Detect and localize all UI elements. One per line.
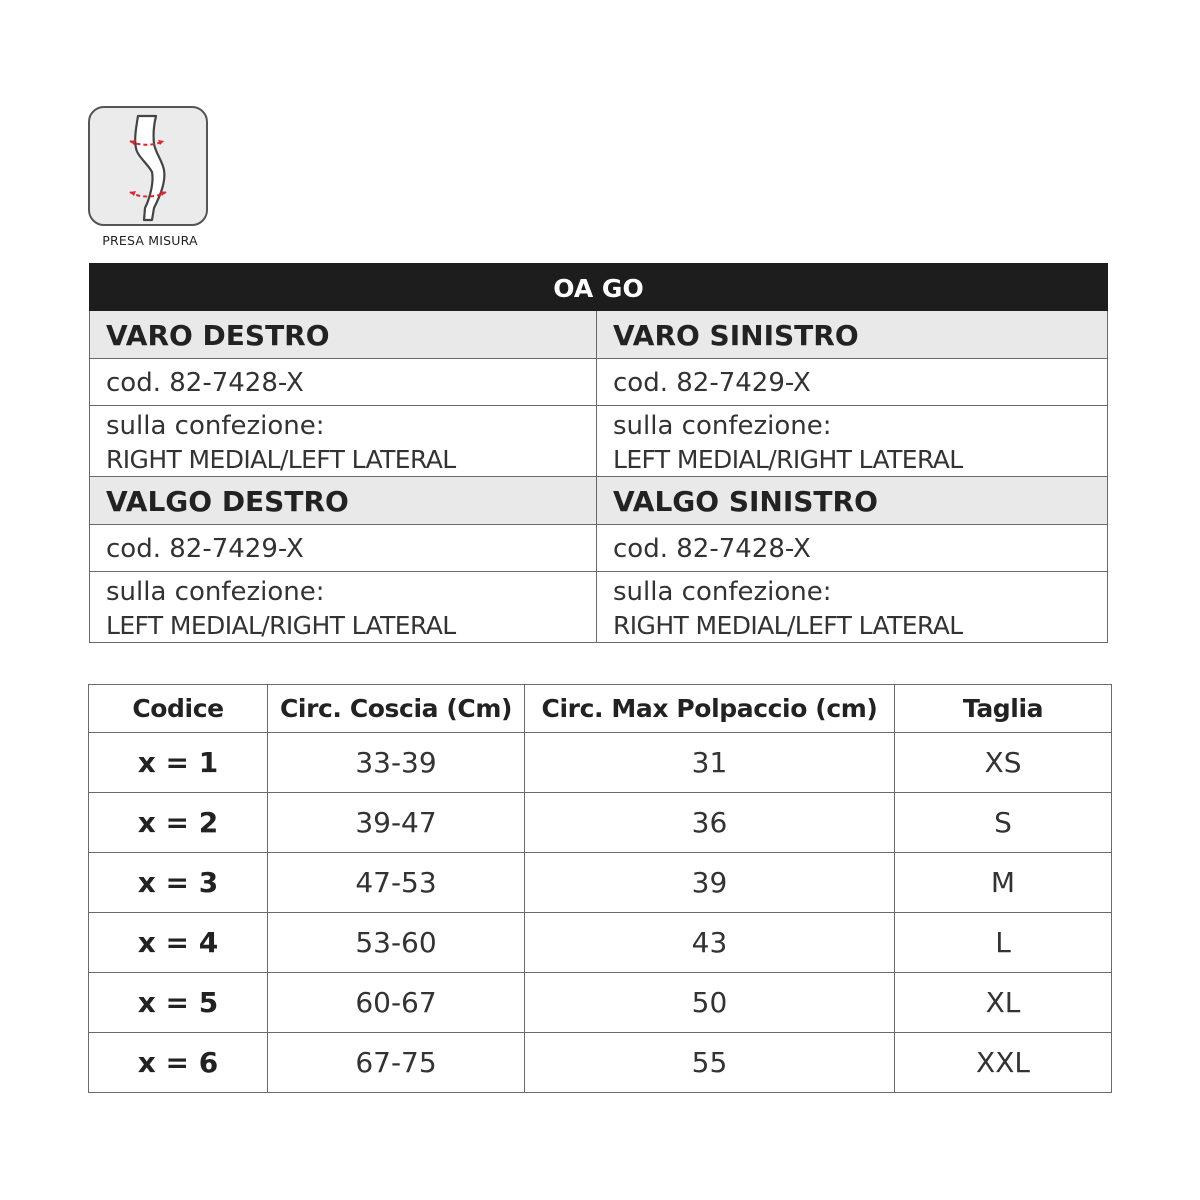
table-row bbox=[89, 853, 1112, 913]
package-value: LEFT MEDIAL/RIGHT LATERAL bbox=[106, 611, 456, 640]
thigh-value: 60-67 bbox=[268, 973, 525, 1033]
size-value: S bbox=[895, 793, 1112, 853]
code-value: x = 1 bbox=[89, 733, 268, 793]
code-value: x = 4 bbox=[89, 913, 268, 973]
measure-caption: PRESA MISURA bbox=[102, 233, 198, 248]
calf-value: 39 bbox=[525, 853, 895, 913]
table-row bbox=[89, 913, 1112, 973]
package-label: sulla confezione: bbox=[613, 577, 832, 607]
package-value: RIGHT MEDIAL/LEFT LATERAL bbox=[106, 445, 456, 474]
heading-valgo-destro: VALGO DESTRO bbox=[90, 477, 597, 524]
code-value: x = 3 bbox=[89, 853, 268, 913]
code-row bbox=[89, 359, 1108, 406]
header-taglia: Taglia bbox=[895, 685, 1112, 733]
table-row bbox=[89, 793, 1112, 853]
thigh-value: 53-60 bbox=[268, 913, 525, 973]
header-calf: Circ. Max Polpaccio (cm) bbox=[525, 685, 895, 733]
size-value: L bbox=[895, 913, 1112, 973]
table-row bbox=[89, 733, 1112, 793]
table-title: OA GO bbox=[89, 263, 1108, 311]
size-value: XL bbox=[895, 973, 1112, 1033]
package-cell bbox=[597, 406, 1107, 476]
calf-value: 43 bbox=[525, 913, 895, 973]
size-table bbox=[88, 684, 1112, 1093]
leg-outline-icon bbox=[90, 108, 208, 226]
calf-value: 50 bbox=[525, 973, 895, 1033]
table-row bbox=[89, 1033, 1112, 1093]
code-row bbox=[89, 525, 1108, 572]
package-value: RIGHT MEDIAL/LEFT LATERAL bbox=[613, 611, 963, 640]
variants-table bbox=[89, 263, 1108, 643]
heading-varo-sinistro: VARO SINISTRO bbox=[613, 319, 859, 352]
code-value: x = 2 bbox=[89, 793, 268, 853]
section-heading-row bbox=[89, 311, 1108, 359]
package-cell bbox=[597, 572, 1107, 642]
code-value: x = 5 bbox=[89, 973, 268, 1033]
calf-value: 55 bbox=[525, 1033, 895, 1093]
code-cell: cod. 82-7428-X bbox=[90, 359, 597, 405]
package-value: LEFT MEDIAL/RIGHT LATERAL bbox=[613, 445, 963, 474]
heading-varo-destro: VARO DESTRO bbox=[90, 311, 597, 358]
thigh-value: 47-53 bbox=[268, 853, 525, 913]
code-cell: cod. 82-7429-X bbox=[90, 525, 597, 571]
package-cell bbox=[90, 572, 597, 642]
thigh-value: 39-47 bbox=[268, 793, 525, 853]
section-heading-row bbox=[89, 477, 1108, 525]
package-label: sulla confezione: bbox=[613, 411, 832, 441]
calf-value: 36 bbox=[525, 793, 895, 853]
code-cell: cod. 82-7429-X bbox=[613, 368, 811, 398]
size-table-header bbox=[89, 685, 1112, 733]
header-codice: Codice bbox=[89, 685, 268, 733]
package-row bbox=[89, 406, 1108, 477]
thigh-value: 33-39 bbox=[268, 733, 525, 793]
size-value: XS bbox=[895, 733, 1112, 793]
package-label: sulla confezione: bbox=[106, 411, 325, 441]
size-value: XXL bbox=[895, 1033, 1112, 1093]
size-value: M bbox=[895, 853, 1112, 913]
package-row bbox=[89, 572, 1108, 643]
package-label: sulla confezione: bbox=[106, 577, 325, 607]
code-value: x = 6 bbox=[89, 1033, 268, 1093]
table-row bbox=[89, 973, 1112, 1033]
code-cell: cod. 82-7428-X bbox=[613, 534, 811, 564]
thigh-value: 67-75 bbox=[268, 1033, 525, 1093]
package-cell bbox=[90, 406, 597, 476]
heading-valgo-sinistro: VALGO SINISTRO bbox=[613, 485, 878, 518]
header-thigh: Circ. Coscia (Cm) bbox=[268, 685, 525, 733]
calf-value: 31 bbox=[525, 733, 895, 793]
leg-measure-icon bbox=[88, 106, 208, 226]
